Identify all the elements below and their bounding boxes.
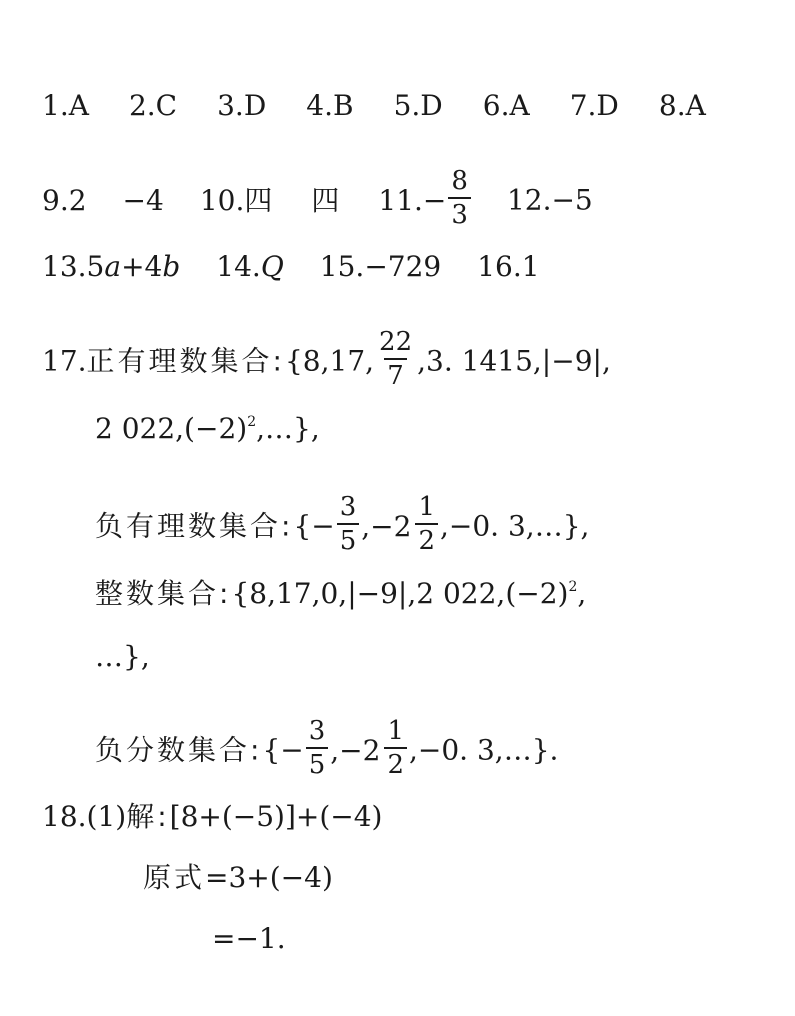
q17-negative-rationals: 负有理数集合:{− $\frac{3}{5}$ ,−2 $\frac{1}{2}$ ,−0. 3,…}, xyxy=(95,492,590,556)
q8: 8.A xyxy=(658,89,706,122)
fraction: $\frac{1}{2}$ xyxy=(384,718,407,778)
q1: 1.A xyxy=(42,89,89,122)
q18-step-2: =−1. xyxy=(212,922,286,955)
answers-row-3 xyxy=(42,250,540,283)
q5: 5.D xyxy=(393,89,443,122)
q4: 4.B xyxy=(306,89,354,122)
q9: 9.2 −4 xyxy=(42,183,164,217)
q17-positive-rationals: 17.正有理数集合:{8,17, $\frac{22}{7}$ ,3. 1415,|−9|, xyxy=(42,327,611,391)
q14: 14.Q xyxy=(216,250,284,283)
fraction: $\frac{22}{7}$ xyxy=(379,327,413,391)
q6: 6.A xyxy=(482,89,530,122)
q2: 2.C xyxy=(128,89,178,122)
q13: 13.5a+4b xyxy=(42,250,181,283)
answers-row-2 xyxy=(42,166,593,232)
fraction: $\frac{3}{5}$ xyxy=(337,494,360,554)
q3: 3.D xyxy=(217,89,267,122)
answers-row-1 xyxy=(42,89,706,122)
q17-integers: 整数集合:{8,17,0,|−9|,2 $022,(-2)^2$, xyxy=(95,577,587,610)
q7: 7.D xyxy=(569,89,619,122)
q11: 11.− $\frac{8}{3}$ xyxy=(378,184,473,217)
q12: 12.−5 xyxy=(506,183,593,217)
q17-negative-fractions: 负分数集合:{− $\frac{3}{5}$ ,−2 $\frac{1}{2}$ ,−0. 3,…}. xyxy=(95,716,559,780)
fraction: $\frac{3}{5}$ xyxy=(306,718,329,778)
q17-positive-rationals-cont: 2 $022,(-2)^2,\dots$}, xyxy=(95,412,320,445)
q18-problem: 18.(1)解:[8+(−5)]+(−4) xyxy=(42,800,383,833)
q18-step-1: 原式=3+(−4) xyxy=(143,861,333,894)
q15: 15.−729 xyxy=(319,250,442,283)
q10: 10.四 四 xyxy=(199,183,343,217)
q16: 16.1 xyxy=(477,250,540,283)
q17-integers-cont: …}, xyxy=(95,640,150,673)
fraction: $\frac{1}{2}$ xyxy=(415,494,438,554)
fraction: $\frac{8}{3}$ xyxy=(448,168,471,228)
